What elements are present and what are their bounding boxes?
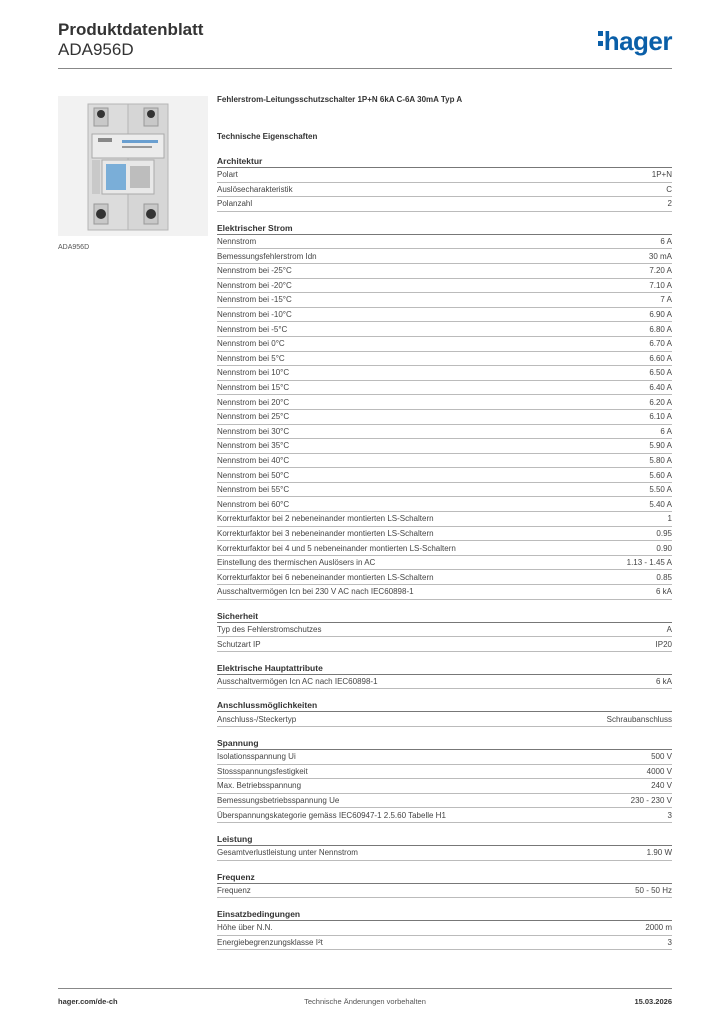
spec-label: Höhe über N.N. xyxy=(217,923,273,933)
spec-value: 0.95 xyxy=(656,528,672,538)
header xyxy=(58,20,672,68)
spec-row xyxy=(217,264,672,279)
spec-label: Frequenz xyxy=(217,885,251,895)
footer-divider xyxy=(58,988,672,989)
spec-value: 0.85 xyxy=(656,572,672,582)
spec-value: 7 A xyxy=(660,295,672,305)
spec-row xyxy=(217,808,672,823)
spec-value: 6 kA xyxy=(655,587,672,597)
spec-row xyxy=(217,366,672,381)
spec-label: Nennstrom bei 5°C xyxy=(217,353,285,363)
spec-row xyxy=(217,637,672,652)
spec-label: Isolationsspannung Ui xyxy=(217,752,296,762)
spec-row xyxy=(217,512,672,527)
spec-row xyxy=(217,765,672,780)
spec-label: Anschluss-/Steckertyp xyxy=(217,714,297,724)
spec-value: 6.40 A xyxy=(649,383,672,393)
spec-value: 2 xyxy=(667,199,672,209)
spec-group-title: Sicherheit xyxy=(217,611,672,623)
product-image xyxy=(58,96,208,236)
spec-label: Nennstrom bei 30°C xyxy=(217,426,290,436)
spec-group xyxy=(217,909,672,950)
page-title: Produktdatenblatt xyxy=(58,20,204,39)
spec-label: Ausschaltvermögen Icn AC nach IEC60898-1 xyxy=(217,677,378,687)
footer xyxy=(58,991,672,1011)
spec-label: Bemessungsfehlerstrom Idn xyxy=(217,251,317,261)
spec-value: 2000 m xyxy=(645,923,672,933)
spec-group-title: Frequenz xyxy=(217,872,672,884)
spec-label: Überspannungskategorie gemäss IEC60947-1 2.5.60 Tabelle H1 xyxy=(217,810,446,820)
spec-value: 1.13 - 1.45 A xyxy=(626,558,672,568)
spec-label: Energiebegrenzungsklasse I²t xyxy=(217,938,323,948)
spec-group-title: Spannung xyxy=(217,738,672,750)
spec-row xyxy=(217,936,672,951)
spec-value: 6 A xyxy=(660,237,672,247)
spec-row xyxy=(217,541,672,556)
spec-group xyxy=(217,872,672,899)
spec-value: 5.80 A xyxy=(649,455,672,465)
spec-label: Nennstrom bei 20°C xyxy=(217,397,290,407)
spec-row xyxy=(217,183,672,198)
spec-label: Polanzahl xyxy=(217,199,253,209)
spec-row xyxy=(217,623,672,638)
spec-label: Nennstrom bei -20°C xyxy=(217,280,292,290)
spec-label: Nennstrom xyxy=(217,237,257,247)
spec-group-title: Elektrischer Strom xyxy=(217,223,672,235)
spec-row xyxy=(217,425,672,440)
spec-label: Bemessungsbetriebsspannung Ue xyxy=(217,796,340,806)
spec-label: Auslösecharakteristik xyxy=(217,184,293,194)
spec-row xyxy=(217,322,672,337)
spec-row xyxy=(217,381,672,396)
logo-text: hager xyxy=(603,26,672,56)
spec-label: Gesamtverlustleistung unter Nennstrom xyxy=(217,848,358,858)
spec-label: Nennstrom bei 0°C xyxy=(217,339,285,349)
spec-label: Nennstrom bei 60°C xyxy=(217,499,290,509)
spec-row xyxy=(217,794,672,809)
spec-label: Schutzart IP xyxy=(217,639,261,649)
spec-label: Nennstrom bei 50°C xyxy=(217,470,290,480)
spec-group xyxy=(217,663,672,690)
spec-row xyxy=(217,921,672,936)
circuit-breaker-icon xyxy=(58,96,208,236)
spec-label: Polart xyxy=(217,170,238,180)
spec-group xyxy=(217,834,672,861)
spec-value: 50 - 50 Hz xyxy=(635,885,672,895)
spec-row xyxy=(217,337,672,352)
spec-group xyxy=(217,738,672,823)
spec-row xyxy=(217,410,672,425)
spec-row xyxy=(217,308,672,323)
spec-row xyxy=(217,197,672,212)
product-name: Fehlerstrom-Leitungsschutzschalter 1P+N 6kA C-6A 30mA Typ A xyxy=(217,95,463,104)
logo-dots-icon xyxy=(598,26,603,46)
spec-label: Korrekturfaktor bei 2 nebeneinander montierten LS-Schaltern xyxy=(217,514,434,524)
spec-value: C xyxy=(666,184,672,194)
spec-value: 0.90 xyxy=(656,543,672,553)
spec-label: Nennstrom bei 15°C xyxy=(217,383,290,393)
spec-label: Nennstrom bei 10°C xyxy=(217,368,290,378)
spec-label: Korrekturfaktor bei 6 nebeneinander montierten LS-Schaltern xyxy=(217,572,434,582)
spec-label: Stossspannungsfestigkeit xyxy=(217,766,308,776)
spec-value: 6.80 A xyxy=(649,324,672,334)
spec-value: 1 xyxy=(667,514,672,524)
spec-value: 6 kA xyxy=(655,677,672,687)
spec-row xyxy=(217,439,672,454)
spec-value: IP20 xyxy=(655,639,672,649)
spec-value: 6.90 A xyxy=(649,310,672,320)
spec-row xyxy=(217,779,672,794)
spec-group xyxy=(217,611,672,652)
spec-label: Nennstrom bei -10°C xyxy=(217,310,292,320)
spec-row xyxy=(217,497,672,512)
spec-value: 7.10 A xyxy=(649,280,672,290)
spec-row xyxy=(217,235,672,250)
spec-value: 5.90 A xyxy=(649,441,672,451)
spec-value: 6.60 A xyxy=(649,353,672,363)
spec-row xyxy=(217,249,672,264)
spec-value: 240 V xyxy=(651,781,672,791)
spec-value: Schraubanschluss xyxy=(606,714,672,724)
footer-website[interactable]: hager.com/de-ch xyxy=(58,997,118,1006)
spec-label: Ausschaltvermögen Icn bei 230 V AC nach IEC60898-1 xyxy=(217,587,414,597)
spec-row xyxy=(217,454,672,469)
spec-row xyxy=(217,570,672,585)
spec-row xyxy=(217,712,672,727)
spec-value: 3 xyxy=(667,810,672,820)
spec-label: Nennstrom bei 40°C xyxy=(217,455,290,465)
spec-row xyxy=(217,168,672,183)
spec-group-title: Anschlussmöglichkeiten xyxy=(217,700,672,712)
spec-label: Nennstrom bei 35°C xyxy=(217,441,290,451)
spec-value: 6.20 A xyxy=(649,397,672,407)
spec-group-title: Einsatzbedingungen xyxy=(217,909,672,921)
spec-row xyxy=(217,585,672,600)
spec-group-title: Architektur xyxy=(217,156,672,168)
spec-row xyxy=(217,293,672,308)
spec-row xyxy=(217,556,672,571)
spec-value: A xyxy=(666,624,672,634)
spec-group-title: Leistung xyxy=(217,834,672,846)
spec-row xyxy=(217,750,672,765)
spec-value: 5.40 A xyxy=(649,499,672,509)
spec-label: Nennstrom bei -15°C xyxy=(217,295,292,305)
spec-value: 5.60 A xyxy=(649,470,672,480)
hager-logo xyxy=(598,26,672,57)
spec-value: 230 - 230 V xyxy=(630,796,672,806)
header-divider xyxy=(58,68,672,69)
spec-row xyxy=(217,352,672,367)
spec-value: 500 V xyxy=(651,752,672,762)
spec-value: 30 mA xyxy=(648,251,672,261)
spec-content xyxy=(217,95,672,950)
spec-group xyxy=(217,700,672,727)
spec-value: 4000 V xyxy=(646,766,672,776)
spec-label: Nennstrom bei -5°C xyxy=(217,324,288,334)
section-title: Technische Eigenschaften xyxy=(217,132,318,141)
spec-label: Nennstrom bei -25°C xyxy=(217,266,292,276)
spec-groups xyxy=(217,156,672,950)
spec-label: Korrekturfaktor bei 3 nebeneinander montierten LS-Schaltern xyxy=(217,528,434,538)
spec-row xyxy=(217,483,672,498)
spec-row xyxy=(217,846,672,861)
spec-value: 5.50 A xyxy=(649,485,672,495)
spec-value: 6.50 A xyxy=(649,368,672,378)
spec-label: Nennstrom bei 55°C xyxy=(217,485,290,495)
spec-value: 1.90 W xyxy=(646,848,672,858)
spec-label: Korrekturfaktor bei 4 und 5 nebeneinander montierten LS-Schaltern xyxy=(217,543,456,553)
spec-label: Einstellung des thermischen Auslösers in AC xyxy=(217,558,376,568)
spec-value: 6 A xyxy=(660,426,672,436)
footer-date: 15.03.2026 xyxy=(634,997,672,1006)
spec-row xyxy=(217,675,672,690)
footer-disclaimer: Technische Änderungen vorbehalten xyxy=(304,997,426,1006)
spec-row xyxy=(217,395,672,410)
spec-row xyxy=(217,468,672,483)
spec-row xyxy=(217,527,672,542)
spec-value: 1P+N xyxy=(651,170,672,180)
spec-label: Typ des Fehlerstromschutzes xyxy=(217,624,322,634)
spec-label: Nennstrom bei 25°C xyxy=(217,412,290,422)
spec-value: 7.20 A xyxy=(649,266,672,276)
product-code: ADA956D xyxy=(58,40,134,59)
spec-value: 6.10 A xyxy=(649,412,672,422)
image-caption: ADA956D xyxy=(58,244,90,251)
spec-value: 3 xyxy=(667,938,672,948)
spec-group xyxy=(217,223,672,600)
spec-row xyxy=(217,279,672,294)
spec-group xyxy=(217,156,672,212)
spec-group-title: Elektrische Hauptattribute xyxy=(217,663,672,675)
spec-row xyxy=(217,884,672,899)
spec-value: 6.70 A xyxy=(649,339,672,349)
spec-label: Max. Betriebsspannung xyxy=(217,781,302,791)
